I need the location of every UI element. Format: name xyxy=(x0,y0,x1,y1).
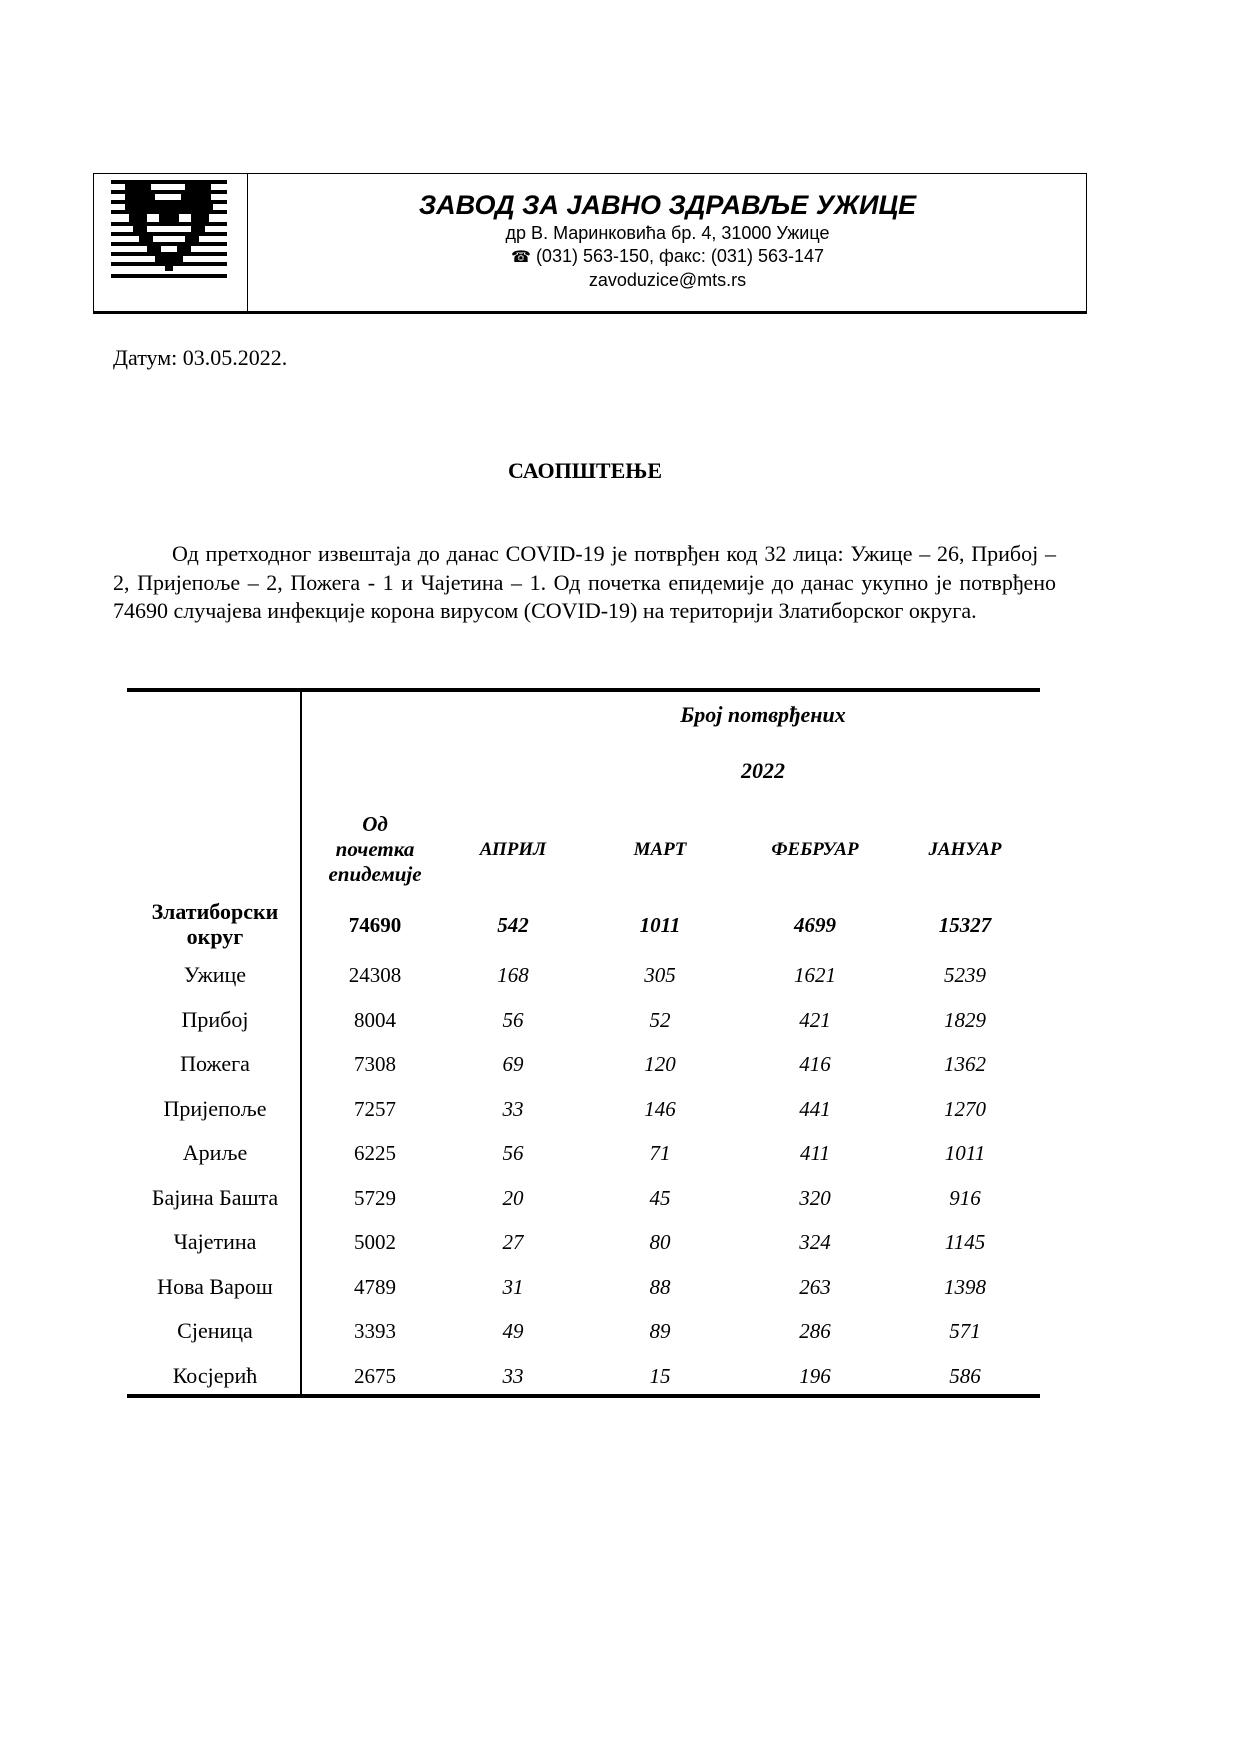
municipality-april: 20 xyxy=(502,1185,524,1210)
municipality-total: 8004 xyxy=(354,1007,396,1032)
municipality-january: 1398 xyxy=(944,1274,986,1299)
district-april: 542 xyxy=(497,913,529,937)
municipality-february: 421 xyxy=(799,1007,831,1032)
municipality-name: Прибој xyxy=(181,1006,249,1032)
municipality-name: Ариље xyxy=(182,1140,248,1165)
column-header-march: МАРТ xyxy=(633,839,687,860)
municipality-february: 411 xyxy=(800,1141,830,1165)
municipality-march: 146 xyxy=(644,1096,676,1121)
municipality-february: 324 xyxy=(799,1230,831,1254)
municipality-march: 80 xyxy=(649,1230,671,1254)
municipality-february: 263 xyxy=(799,1274,831,1299)
municipality-name: Нова Варош xyxy=(157,1273,273,1299)
document-heading: САОПШТЕЊЕ xyxy=(507,458,663,483)
letterhead-info xyxy=(249,188,1086,292)
table-bottom-rule xyxy=(127,1394,1040,1398)
municipality-january: 571 xyxy=(949,1319,981,1343)
municipality-february: 416 xyxy=(799,1052,831,1076)
municipality-total: 7308 xyxy=(354,1052,396,1076)
municipality-march: 89 xyxy=(649,1319,671,1343)
municipality-february: 320 xyxy=(799,1185,831,1210)
column-header-january: ЈАНУАР xyxy=(928,839,1002,860)
institute-address: др В. Маринковића бр. 4, 31000 Ужице xyxy=(505,223,830,243)
municipality-total: 24308 xyxy=(348,963,402,987)
municipality-march: 52 xyxy=(649,1007,671,1032)
municipality-total: 6225 xyxy=(354,1141,396,1165)
institute-name: ЗАВОД ЗА ЈАВНО ЗДРАВЉЕ УЖИЦЕ xyxy=(418,190,917,220)
table-column-divider xyxy=(300,692,302,1394)
table-group-title: Број потврђених xyxy=(680,702,846,727)
municipality-march: 120 xyxy=(644,1052,676,1076)
district-name: Златиборски округ xyxy=(151,899,279,949)
municipality-march: 15 xyxy=(649,1363,671,1388)
district-march: 1011 xyxy=(639,913,681,937)
municipality-name: Бајина Башта xyxy=(151,1184,279,1210)
municipality-january: 1829 xyxy=(944,1007,986,1032)
municipality-january: 1362 xyxy=(944,1052,986,1076)
district-total: 74690 xyxy=(348,913,402,937)
municipality-total: 5002 xyxy=(354,1230,396,1254)
municipality-total: 4789 xyxy=(354,1274,396,1299)
municipality-january: 916 xyxy=(949,1185,981,1210)
municipality-january: 1270 xyxy=(944,1096,986,1121)
table-year: 2022 xyxy=(741,758,785,783)
district-january: 15327 xyxy=(938,913,992,937)
municipality-february: 441 xyxy=(799,1096,831,1121)
municipality-april: 49 xyxy=(502,1319,524,1343)
letterhead xyxy=(93,173,1087,314)
municipality-name: Пријепоље xyxy=(163,1095,267,1121)
municipality-january: 1011 xyxy=(944,1141,986,1165)
municipality-april: 33 xyxy=(502,1363,524,1388)
municipality-april: 56 xyxy=(502,1007,524,1032)
municipality-name: Ужице xyxy=(183,962,247,987)
document-date: Датум: 03.05.2022. xyxy=(113,345,288,370)
column-header-since-start: Од почетка епидемије xyxy=(328,812,422,886)
municipality-march: 88 xyxy=(649,1274,671,1299)
confirmed-cases-table xyxy=(127,688,1040,1400)
municipality-april: 33 xyxy=(502,1096,524,1121)
institute-logo-icon xyxy=(111,180,227,280)
district-february: 4699 xyxy=(794,913,836,937)
municipality-january: 1145 xyxy=(944,1230,986,1254)
municipality-total: 5729 xyxy=(354,1185,396,1210)
municipality-february: 286 xyxy=(799,1319,831,1343)
announcement-paragraph: Од претходног извештаја до данас COVID-19 је потврђен код 32 лица: Ужице – 26, Прибој – 2, Пријепоље – 2, Пожега - 1 и Чајетина – 1. Од почетка епидемије до данас укупно је потврђено 74690 случајева инфекције корона вирусом (COVID-19) на територији Златиборског округа. xyxy=(113,541,1056,623)
municipality-name: Чајетина xyxy=(173,1229,257,1254)
phone-fax-numbers: (031) 563-150, факс: (031) 563-147 xyxy=(535,246,824,266)
municipality-total: 7257 xyxy=(354,1096,396,1121)
municipality-january: 5239 xyxy=(944,963,986,987)
municipality-total: 2675 xyxy=(354,1363,396,1388)
municipality-march: 45 xyxy=(649,1185,671,1210)
municipality-february: 196 xyxy=(799,1363,831,1388)
municipality-total: 3393 xyxy=(354,1319,396,1343)
municipality-name: Пожега xyxy=(180,1051,250,1076)
municipality-name: Косјерић xyxy=(172,1362,258,1388)
municipality-april: 27 xyxy=(502,1230,524,1254)
municipality-april: 168 xyxy=(497,963,529,987)
institute-contact xyxy=(249,245,1086,269)
municipality-february: 1621 xyxy=(794,963,836,987)
municipality-april: 56 xyxy=(502,1141,524,1165)
municipality-january: 586 xyxy=(949,1363,981,1388)
municipality-april: 69 xyxy=(502,1052,524,1076)
column-header-february: ФЕБРУАР xyxy=(771,839,859,860)
letterhead-divider xyxy=(247,174,248,311)
column-header-april: АПРИЛ xyxy=(479,839,547,860)
municipality-march: 71 xyxy=(649,1141,671,1165)
phone-icon: ☎ xyxy=(510,249,531,266)
municipality-april: 31 xyxy=(502,1274,524,1299)
table-top-rule xyxy=(127,688,1040,692)
municipality-march: 305 xyxy=(644,963,676,987)
institute-email: zavoduzice@mts.rs xyxy=(588,270,747,290)
municipality-name: Сјеница xyxy=(177,1318,253,1343)
